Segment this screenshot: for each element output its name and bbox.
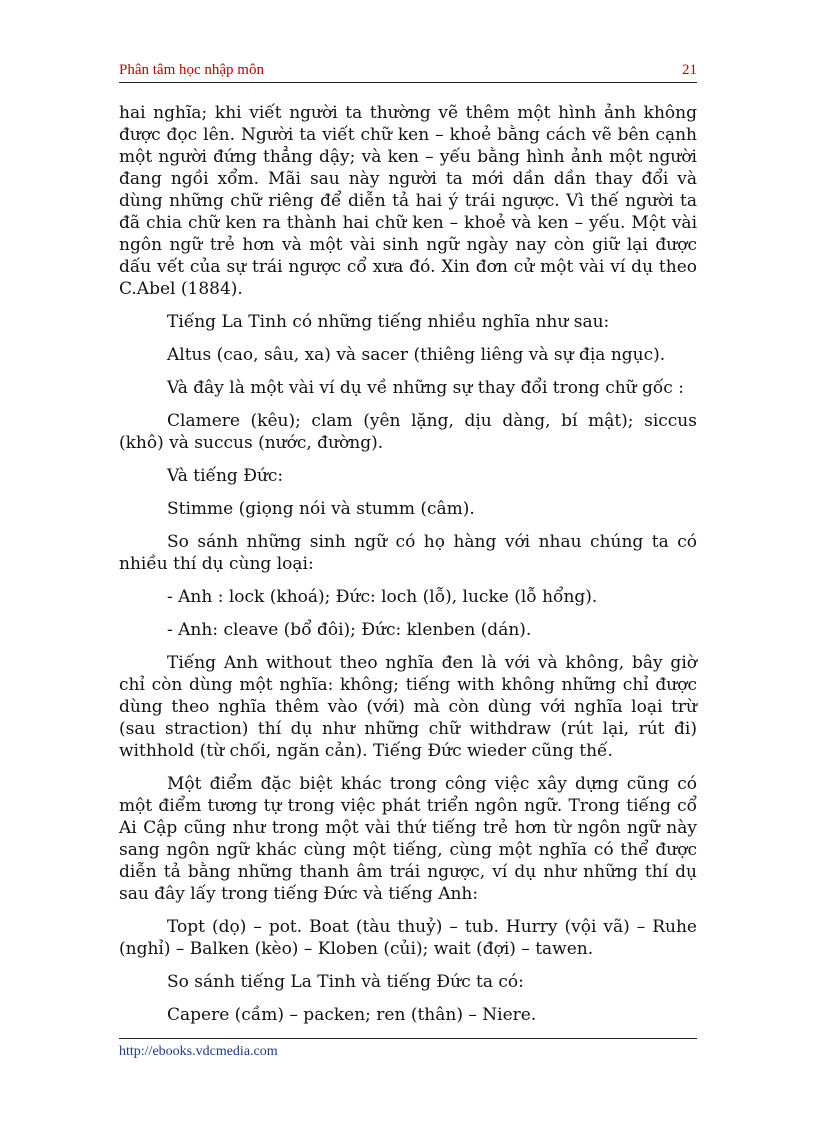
paragraph: Tiếng La Tinh có những tiếng nhiều nghĩa như sau:	[167, 312, 610, 332]
paragraph: Một điểm đặc biệt khác trong công việc xây dựng cũng có một điểm tương tự trong việc phát triển ngôn ngữ. Trong tiếng cổ Ai Cập cũng như trong một vài thứ tiếng trẻ hơn từ ngôn ngữ này sang ngôn ngữ khác cùng một tiếng, cùng một nghĩa có thể được diễn tả bằng những thanh âm trái ngược, ví dụ như những thí dụ sau đây lấy trong tiếng Đức và tiếng Anh:	[119, 774, 697, 904]
page-body	[119, 102, 697, 1037]
book-title: Phân tâm học nhập môn	[119, 62, 264, 78]
paragraph: Topt (dọ) – pot. Boat (tàu thuỷ) – tub. Hurry (vội vã) – Ruhe (nghỉ) – Balken (kèo) – Kloben (củi); wait (đợi) – tawen.	[119, 917, 697, 959]
page-footer	[119, 1038, 697, 1059]
paragraph: Clamere (kêu); clam (yên lặng, dịu dàng, bí mật); siccus (khô) và succus (nước, đường).	[119, 411, 697, 453]
paragraph: Và đây là một vài ví dụ về những sự thay đổi trong chữ gốc :	[167, 378, 684, 398]
footer-link[interactable]: http://ebooks.vdcmedia.com	[119, 1044, 278, 1059]
paragraph: So sánh những sinh ngữ có họ hàng với nhau chúng ta có nhiều thí dụ cùng loại:	[119, 532, 697, 574]
paragraph: So sánh tiếng La Tinh và tiếng Đức ta có:	[167, 972, 524, 992]
paragraph: Tiếng Anh without theo nghĩa đen là với và không, bây giờ chỉ còn dùng một nghĩa: không; tiếng with không những chỉ được dùng theo nghĩa thêm vào (với) mà còn dùng với nghĩa loại trừ (sau straction) thí dụ như những chữ withdraw (rút lại, rút đi) withhold (từ chối, ngăn cản). Tiếng Đức wieder cũng thế.	[119, 653, 697, 761]
paragraph: Capere (cầm) – packen; ren (thân) – Niere.	[167, 1005, 537, 1025]
paragraph: - Anh: cleave (bổ đôi); Đức: klenben (dán).	[167, 620, 532, 640]
paragraph: Và tiếng Đức:	[167, 466, 284, 486]
paragraph: Stimme (giọng nói và stumm (câm).	[167, 499, 475, 519]
paragraph: hai nghĩa; khi viết người ta thường vẽ thêm một hình ảnh không được đọc lên. Người ta viết chữ ken – khoẻ bằng cách vẽ bên cạnh một người đứng thẳng dậy; và ken – yếu bằng hình ảnh một người đang ngồi xổm. Mãi sau này người ta mới dần dần thay đổi và dùng những chữ riêng để diễn tả hai ý trái ngược. Vì thế người ta đã chia chữ ken ra thành hai chữ ken – khoẻ và ken – yếu. Một vài ngôn ngữ trẻ hơn và một vài sinh ngữ ngày nay còn giữ lại được dấu vết của sự trái ngược cổ xưa đó. Xin đơn cử một vài ví dụ theo C.Abel (1884).	[119, 103, 697, 299]
paragraph: Altus (cao, sâu, xa) và sacer (thiêng liêng và sự địa ngục).	[167, 345, 666, 365]
page-header	[119, 60, 697, 83]
paragraph: - Anh : lock (khoá); Đức: loch (lỗ), lucke (lỗ hổng).	[167, 587, 598, 607]
page-number: 21	[682, 62, 697, 78]
